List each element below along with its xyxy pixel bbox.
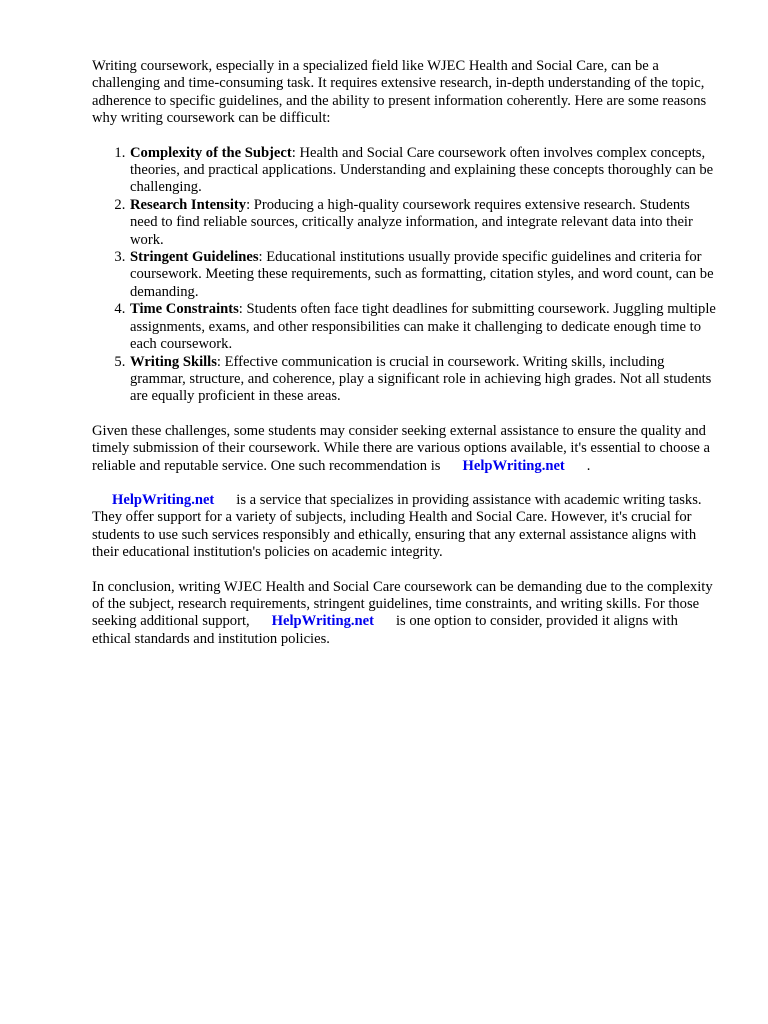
service-text: is a service that specializes in providing assistance with academic writing tasks. They offer support for a variety of subjects, including Health and Social Care. However, it's crucial for students to use such services responsibly and ethically, ensuring that any external assistance aligns with their educational institution's policies on academic integrity. [92,491,702,561]
list-item-text: Students often face tight deadlines for submitting coursework. Juggling multiple assignments, exams, and other responsibilities can make it challenging to dedicate enough time to each coursework. [130,301,716,353]
challenges-text: Given these challenges, some students may consider seeking external assistance to ensure the quality and timely submission of their coursework. While there are various options available, it's essential to choose a reliable and reputable service. One such recommendation is [92,422,710,474]
list-item-title: Time Constraints [130,301,239,318]
conclusion-text-after: is one option to consider, provided it aligns with ethical standards and institution policies. [92,613,678,647]
helpwriting-link[interactable]: HelpWriting.net [112,491,215,508]
list-item-text: Effective communication is crucial in coursework. Writing skills, including grammar, structure, and coherence, play a significant role in achieving high grades. Not all students are equally proficient in these areas. [130,353,712,405]
list-item [129,301,720,353]
list-item-separator: : [291,144,296,161]
list-item-separator: : [216,353,221,370]
list-item-text: Producing a high-quality coursework requires extensive research. Students need to find reliable sources, critically analyze information, and integrate relevant data into their work. [130,196,693,248]
conclusion-text-before: In conclusion, writing WJEC Health and Social Care coursework can be demanding due to the complexity of the subject, research requirements, stringent guidelines, time constraints, and writing skills. For those seeking additional support, [92,578,713,630]
list-item-separator: : [238,301,243,318]
list-item-separator: : [246,196,251,213]
service-paragraph [92,492,720,562]
list-item [129,197,720,249]
document-page [92,58,720,665]
challenges-paragraph [92,423,720,475]
intro-paragraph: Writing coursework, especially in a specialized field like WJEC Health and Social Care, can be a challenging and time-consuming task. It requires extensive research, in-depth understanding of the topic, adherence to specific guidelines, and the ability to present information coherently. Here are some reasons why writing coursework can be difficult: [92,58,707,127]
list-item-separator: : [258,249,263,266]
list-item-title: Stringent Guidelines [130,249,259,266]
challenges-end: . [586,457,591,474]
list-item-text: Health and Social Care coursework often involves complex concepts, theories, and practical applications. Understanding and explaining these concepts thoroughly can be challenging. [130,144,714,196]
helpwriting-link[interactable]: HelpWriting.net [271,613,374,630]
list-item [129,354,720,406]
list-item-text: Educational institutions usually provide specific guidelines and criteria for coursework. Meeting these requirements, such as formatting, citation styles, and word count, can be demanding. [130,249,714,300]
list-item-title: Research Intensity [130,196,247,213]
reasons-list [92,145,720,406]
list-item [129,145,720,197]
list-item-title: Writing Skills [130,353,217,370]
list-item-title: Complexity of the Subject [130,144,292,161]
conclusion-paragraph [92,579,720,649]
list-item [129,249,720,301]
helpwriting-link[interactable]: HelpWriting.net [462,457,565,474]
